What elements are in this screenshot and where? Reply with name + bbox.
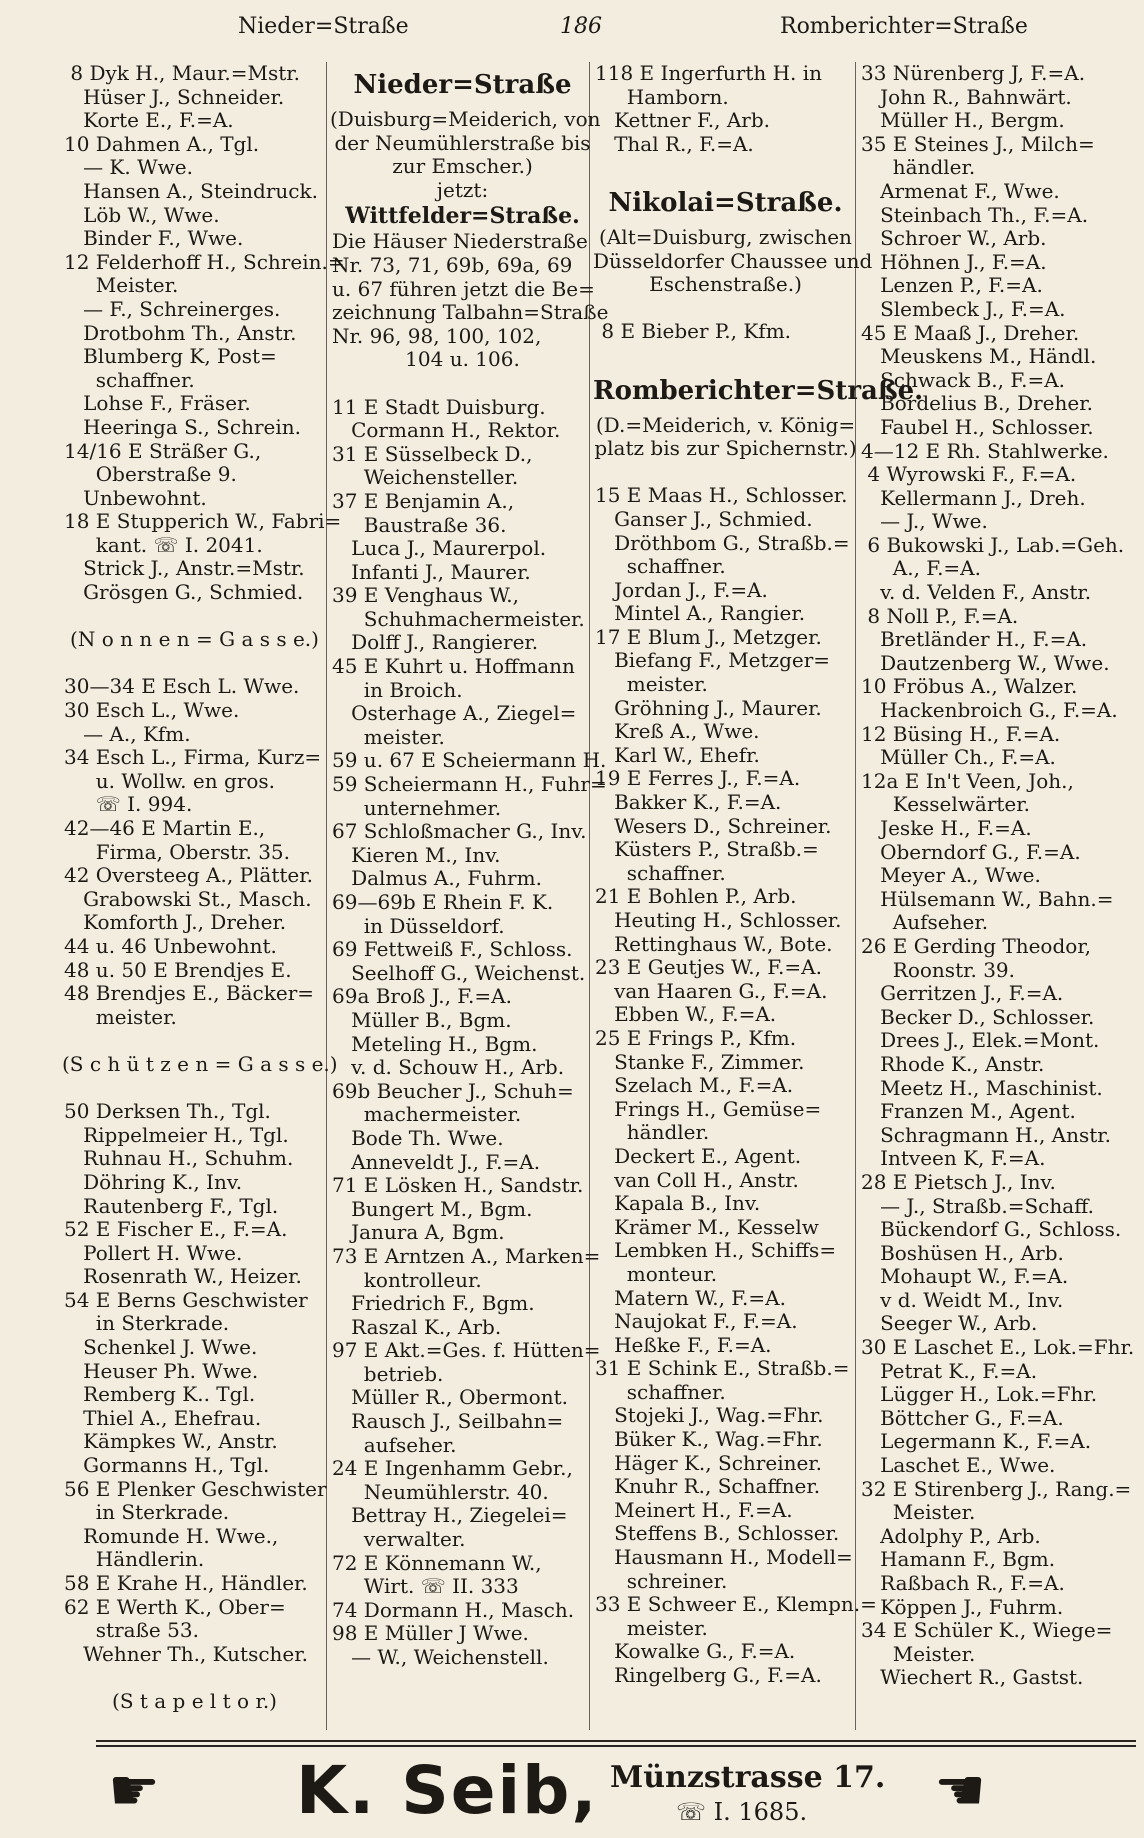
directory-entry: 25 E Frings P., Kfm. — [595, 1025, 797, 1050]
directory-entry: 67 Schloßmacher G., Inv. — [332, 819, 587, 844]
directory-entry: Meister. — [64, 273, 179, 298]
directory-entry: Kowalke G., F.=A. — [595, 1639, 796, 1664]
directory-entry: Jeske H., F.=A. — [861, 816, 1032, 840]
directory-entry: Raszal K., Arb. — [332, 1314, 502, 1339]
directory-entry: Schroer W., Arb. — [861, 226, 1047, 251]
directory-entry: Grösgen G., Schmied. — [64, 580, 304, 605]
directory-entry: Roonstr. 39. — [861, 957, 1015, 982]
directory-entry: meister. — [595, 672, 708, 697]
directory-entry — [62, 652, 327, 676]
directory-entry: Szelach M., F.=A. — [595, 1073, 794, 1098]
directory-entry: Remberg K.. Tgl. — [64, 1382, 256, 1407]
directory-entry: Hamann F., Bgm. — [861, 1547, 1056, 1572]
directory-entry: Ringelberg G., F.=A. — [595, 1663, 822, 1687]
directory-entry: (N o n n e n = G a s s e.) — [70, 627, 319, 652]
directory-entry: Ganser J., Schmied. — [595, 506, 813, 531]
directory-entry: Grabowski St., Masch. — [64, 886, 312, 911]
directory-entry: Korte E., F.=A. — [64, 108, 234, 133]
directory-entry: 69 Fettweiß F., Schloss. — [332, 937, 573, 962]
directory-entry: Infanti J., Maurer. — [332, 559, 531, 584]
advertisement — [0, 1752, 1144, 1838]
directory-entry: 98 E Müller J Wwe. — [332, 1621, 529, 1646]
directory-entry: Blumberg K, Post= — [64, 344, 277, 369]
directory-entry: 8 E Bieber P., Kfm. — [595, 319, 792, 344]
directory-entry: Frings H., Gemüse= — [595, 1096, 822, 1121]
directory-entry: schaffner. — [595, 860, 726, 885]
directory-entry: 104 u. 106. — [405, 347, 520, 372]
directory-entry: 48 u. 50 E Brendjes E. — [64, 957, 292, 982]
directory-entry: Meyer A., Wwe. — [861, 863, 1041, 888]
directory-entry — [62, 605, 327, 629]
directory-entry: Lohse F., Fräser. — [64, 391, 251, 416]
directory-entry: 33 Nürenberg J, F.=A. — [861, 61, 1086, 85]
directory-entry: Löb W., Wwe. — [64, 202, 220, 227]
directory-entry: schaffner. — [64, 367, 195, 392]
directory-entry: Naujokat F., F.=A. — [595, 1309, 798, 1334]
directory-entry: 59 u. 67 E Scheiermann H. — [332, 748, 607, 773]
directory-entry: 48 Brendjes E., Bäcker= — [64, 981, 315, 1006]
directory-entry: unternehmer. — [332, 795, 502, 820]
street-heading-nieder: Nieder=Straße — [353, 70, 572, 100]
directory-entry: Häger K., Schreiner. — [595, 1450, 823, 1475]
directory-entry: Lenzen P., F.=A. — [861, 273, 1043, 298]
directory-entry: Kreß A., Wwe. — [595, 719, 760, 744]
directory-entry: van Coll H., Anstr. — [595, 1167, 799, 1192]
directory-entry: — J., Straßb.=Schaff. — [861, 1193, 1095, 1218]
directory-entry: Schuhmachermeister. — [332, 606, 585, 631]
directory-entry: 69—69b E Rhein F. K. — [332, 890, 554, 914]
directory-entry: v d. Weidt M., Inv. — [861, 1287, 1064, 1312]
directory-entry: Cormann H., Rektor. — [332, 418, 561, 443]
directory-entry: — W., Weichenstell. — [332, 1645, 549, 1669]
directory-entry: machermeister. — [332, 1102, 522, 1127]
directory-entry — [593, 156, 858, 180]
directory-entry: Raßbach R., F.=A. — [861, 1571, 1065, 1595]
directory-entry: Büker K., Wag.=Fhr. — [595, 1427, 823, 1452]
directory-entry: betrieb. — [332, 1361, 444, 1386]
directory-entry: — F., Schreinerges. — [64, 296, 281, 321]
directory-entry: Gerritzen J., F.=A. — [861, 981, 1064, 1006]
directory-entry — [330, 372, 595, 396]
directory-entry: Deckert E., Agent. — [595, 1143, 802, 1168]
directory-entry: Ruhnau H., Schuhm. — [64, 1146, 294, 1171]
header-right-street: Romberichter=Straße — [780, 14, 1028, 39]
directory-entry: kant. ☏ I. 2041. — [64, 532, 263, 557]
directory-entry: 33 E Schweer E., Klempn.= — [595, 1592, 877, 1617]
directory-entry: Rhode K., Anstr. — [861, 1051, 1045, 1076]
directory-entry — [62, 1666, 327, 1690]
directory-entry: Kellermann J., Dreh. — [861, 485, 1086, 510]
directory-entry: Wirt. ☏ II. 333 — [332, 1574, 519, 1599]
directory-entry: schaffner. — [595, 1379, 726, 1404]
directory-entry: Oberstraße 9. — [64, 462, 237, 487]
directory-entry: Müller R., Obermont. — [332, 1385, 568, 1410]
directory-entry: Seeger W., Arb. — [861, 1311, 1038, 1336]
directory-entry: Krämer M., Kesselw — [595, 1214, 819, 1239]
directory-entry: Gröhning J., Maurer. — [595, 695, 822, 720]
directory-entry: (S t a p e l t o r.) — [112, 1688, 277, 1713]
directory-entry — [62, 1029, 327, 1053]
directory-entry: 34 E Schüler K., Wiege= — [861, 1618, 1113, 1643]
directory-entry: Müller H., Bergm. — [861, 108, 1065, 133]
directory-entry: v. d. Schouw H., Arb. — [332, 1055, 565, 1080]
directory-entry: Steinbach Th., F.=A. — [861, 202, 1089, 227]
directory-entry: der Neumühlerstraße bis — [334, 130, 591, 155]
directory-entry: 50 Derksen Th., Tgl. — [64, 1099, 271, 1124]
directory-entry: (S c h ü t z e n = G a s s e.) — [62, 1051, 338, 1076]
directory-entry: 52 E Fischer E., F.=A. — [64, 1217, 288, 1242]
directory-entry: 97 E Akt.=Ges. f. Hütten= — [332, 1338, 601, 1363]
directory-entry: Bode Th. Wwe. — [332, 1125, 504, 1150]
directory-entry: Küsters P., Straßb.= — [595, 837, 819, 862]
directory-entry: 37 E Benjamin A., — [332, 488, 515, 513]
directory-entry — [593, 297, 858, 321]
header-left-street: Nieder=Straße — [238, 14, 409, 39]
directory-entry: Meuskens M., Händl. — [861, 344, 1097, 369]
directory-entry: Firma, Oberstr. 35. — [64, 839, 291, 864]
directory-entry: Meister. — [861, 1500, 976, 1525]
directory-entry: Meetz H., Maschinist. — [861, 1075, 1103, 1100]
directory-entry: jetzt: — [436, 177, 489, 202]
page-header — [0, 14, 1144, 48]
directory-entry: 39 E Venghaus W., — [332, 583, 519, 608]
directory-entry: 31 E Süsselbeck D., — [332, 441, 533, 466]
directory-entry: Karl W., Ehefr. — [595, 742, 760, 767]
directory-entry: Mintel A., Rangier. — [595, 601, 806, 626]
directory-entry: u. Wollw. en gros. — [64, 768, 275, 793]
directory-entry: Meinert H., F.=A. — [595, 1497, 793, 1522]
directory-entry: (D.=Meiderich, v. König= — [595, 412, 856, 437]
directory-entry: 12 Felderhoff H., Schrein.= — [64, 249, 345, 274]
directory-entry: Becker D., Schlosser. — [861, 1004, 1095, 1029]
directory-entry: Franzen M., Agent. — [861, 1099, 1076, 1124]
street-heading: Nikolai=Straße. — [608, 187, 843, 218]
column-2-entries — [330, 107, 609, 1670]
directory-entry: 74 Dormann H., Masch. — [332, 1597, 575, 1622]
directory-entry: u. 67 führen jetzt die Be= — [332, 276, 595, 301]
directory-entry: meister. — [332, 724, 445, 749]
directory-entry: Drotbohm Th., Anstr. — [64, 320, 297, 345]
directory-entry: Armenat F., Wwe. — [861, 178, 1060, 203]
directory-entry: Nr. 96, 98, 100, 102, — [332, 323, 542, 348]
directory-entry: 73 E Arntzen A., Marken= — [332, 1243, 601, 1268]
directory-entry: Anneveldt J., F.=A. — [332, 1149, 541, 1174]
directory-entry: 58 E Krahe H., Händler. — [64, 1571, 308, 1595]
directory-entry: Schwack B., F.=A. — [861, 367, 1066, 392]
directory-entry: Osterhage A., Ziegel= — [332, 701, 577, 726]
directory-entry: 6 Bukowski J., Lab.=Geh. — [861, 532, 1125, 557]
directory-entry: Köppen J., Fuhrm. — [861, 1594, 1064, 1619]
directory-entry: 44 u. 46 Unbewohnt. — [64, 933, 277, 958]
directory-entry: 11 E Stadt Duisburg. — [332, 394, 546, 419]
directory-entry: Heßke F., F.=A. — [595, 1332, 772, 1357]
directory-entry: meister. — [64, 1004, 177, 1029]
directory-entry: händler. — [595, 1120, 710, 1145]
directory-entry: Gormanns H., Tgl. — [64, 1453, 270, 1478]
directory-entry: Adolphy P., Arb. — [861, 1523, 1041, 1548]
directory-entry: Rippelmeier H., Tgl. — [64, 1122, 289, 1147]
directory-entry: (Duisburg=Meiderich, von — [330, 107, 601, 131]
directory-entry: Wehner Th., Kutscher. — [64, 1641, 308, 1666]
directory-entry: Faubel H., Schlosser. — [861, 414, 1094, 439]
directory-entry: Petrat K., F.=A. — [861, 1358, 1038, 1383]
directory-entry: v. d. Velden F., Anstr. — [861, 580, 1092, 605]
directory-entry: 17 E Blum J., Metzger. — [595, 624, 822, 649]
directory-entry — [593, 461, 858, 485]
directory-entry: Nr. 73, 71, 69b, 69a, 69 — [332, 252, 573, 277]
directory-entry: Eschenstraße.) — [649, 272, 802, 297]
directory-entry — [62, 1077, 327, 1101]
directory-entry: Kapala B., Inv. — [595, 1191, 761, 1216]
directory-entry: 28 E Pietsch J., Inv. — [861, 1169, 1056, 1194]
directory-entry: Hüser J., Schneider. — [64, 84, 285, 109]
directory-entry: 15 E Maas H., Schlosser. — [595, 483, 848, 508]
directory-entry: Böttcher G., F.=A. — [861, 1405, 1064, 1430]
directory-entry: 118 E Ingerfurth H. in — [595, 61, 823, 85]
directory-entry: Kesselwärter. — [861, 792, 1030, 817]
pointing-hand-icon: ☚ — [934, 1756, 986, 1824]
directory-entry: Unbewohnt. — [64, 485, 207, 510]
directory-entry: Schragmann H., Anstr. — [861, 1122, 1112, 1147]
directory-entry: Düsseldorfer Chaussee und — [593, 248, 873, 273]
directory-entry: Meister. — [861, 1641, 976, 1666]
directory-entry: 59 Scheiermann H., Fuhr= — [332, 772, 607, 797]
directory-entry: — J., Wwe. — [861, 509, 988, 534]
directory-entry: Lembken H., Schiffs= — [595, 1238, 837, 1263]
directory-entry: 12a E In't Veen, Joh., — [861, 768, 1074, 793]
directory-entry: in Broich. — [332, 677, 463, 702]
directory-entry: Mohaupt W., F.=A. — [861, 1264, 1069, 1289]
directory-entry — [593, 344, 858, 368]
directory-entry: 10 Dahmen A., Tgl. — [64, 131, 260, 156]
directory-entry: 69b Beucher J., Schuh= — [332, 1078, 574, 1103]
directory-entry: 21 E Bohlen P., Arb. — [595, 884, 797, 909]
directory-entry: Thal R., F.=A. — [595, 131, 754, 156]
directory-entry: Schenkel J. Wwe. — [64, 1335, 258, 1360]
directory-entry: straße 53. — [64, 1618, 199, 1643]
directory-entry: Die Häuser Niederstraße — [332, 229, 588, 254]
directory-entry: Bungert M., Bgm. — [332, 1196, 533, 1221]
directory-entry: 42—46 E Martin E., — [64, 816, 266, 840]
directory-entry: Bückendorf G., Schloss. — [861, 1217, 1122, 1242]
directory-entry: Strick J., Anstr.=Mstr. — [64, 556, 305, 581]
directory-entry: 54 E Berns Geschwister — [64, 1287, 308, 1312]
directory-entry: aufseher. — [332, 1432, 457, 1457]
directory-entry: 56 E Plenker Geschwister — [64, 1476, 327, 1501]
directory-columns — [62, 61, 1135, 1730]
directory-entry: kontrolleur. — [332, 1267, 482, 1292]
directory-entry: händler. — [861, 155, 976, 180]
directory-entry: Pollert H. Wwe. — [64, 1240, 243, 1265]
directory-entry: Luca J., Maurerpol. — [332, 536, 547, 561]
directory-entry: 24 E Ingenhamm Gebr., — [332, 1456, 573, 1481]
directory-entry: Hackenbroich G., F.=A. — [861, 698, 1118, 723]
directory-entry: Knuhr R., Schaffner. — [595, 1474, 821, 1499]
directory-entry: 45 E Kuhrt u. Hoffmann — [332, 654, 575, 679]
directory-entry: platz bis zur Spichernstr.) — [594, 436, 857, 461]
pointing-hand-icon: ☛ — [108, 1756, 160, 1824]
directory-entry: 30 Esch L., Wwe. — [64, 698, 240, 723]
directory-entry: Laschet E., Wwe. — [861, 1453, 1056, 1478]
directory-entry: in Düsseldorf. — [332, 913, 505, 938]
directory-entry: 72 E Könnemann W., — [332, 1550, 542, 1575]
directory-entry: A., F.=A. — [861, 556, 981, 581]
directory-entry: — A., Kfm. — [64, 721, 191, 746]
directory-entry: Binder F., Wwe. — [64, 226, 244, 251]
directory-entry: Jordan J., F.=A. — [595, 577, 768, 602]
directory-entry: Matern W., F.=A. — [595, 1285, 786, 1310]
directory-entry: Höhnen J., F.=A. — [861, 249, 1047, 274]
directory-entry: 31 E Schink E., Straßb.= — [595, 1356, 850, 1381]
directory-entry: verwalter. — [332, 1527, 466, 1552]
directory-entry: Boshüsen H., Arb. — [861, 1240, 1064, 1265]
directory-entry: 19 E Ferres J., F.=A. — [595, 766, 801, 791]
directory-entry: Meteling H., Bgm. — [332, 1031, 538, 1056]
directory-entry: Rettinghaus W., Bote. — [595, 931, 833, 956]
directory-entry: schreiner. — [595, 1568, 728, 1593]
column-4 — [859, 61, 1135, 1730]
directory-entry: Hamborn. — [595, 84, 729, 109]
directory-entry: 14/16 E Sträßer G., — [64, 438, 262, 463]
directory-entry: Kettner F., Arb. — [595, 108, 771, 133]
directory-entry: (Alt=Duisburg, zwischen — [599, 224, 852, 249]
directory-entry: Romunde H. Wwe., — [64, 1523, 279, 1548]
directory-entry: van Haaren G., F.=A. — [595, 978, 828, 1003]
directory-entry: 42 Oversteeg A., Plätter. — [64, 863, 313, 888]
ad-company-name: K. Seib, — [296, 1752, 599, 1829]
directory-entry: 32 E Stirenberg J., Rang.= — [861, 1476, 1132, 1501]
ad-separator-top — [96, 1740, 1136, 1742]
ad-address: Münzstrasse 17. — [610, 1760, 886, 1795]
directory-entry: ☏ I. 994. — [64, 792, 193, 817]
directory-entry: Seelhoff G., Weichenst. — [332, 960, 586, 985]
directory-entry: 45 E Maaß J., Dreher. — [861, 320, 1080, 345]
directory-entry: 35 E Steines J., Milch= — [861, 131, 1095, 156]
directory-entry: 26 E Gerding Theodor, — [861, 933, 1092, 958]
street-heading: Romberichter=Straße. — [593, 375, 924, 406]
directory-entry: Rautenberg F., Tgl. — [64, 1193, 279, 1218]
directory-entry: 23 E Geutjes W., F.=A. — [595, 955, 822, 980]
directory-entry: Steffens B., Schlosser. — [595, 1521, 840, 1546]
directory-entry: Heeringa S., Schrein. — [64, 414, 301, 439]
directory-entry: 34 Esch L., Firma, Kurz= — [64, 745, 322, 770]
directory-entry: Dautzenberg W., Wwe. — [861, 650, 1110, 675]
directory-entry: 12 Büsing H., F.=A. — [861, 721, 1061, 746]
directory-entry: Heuser Ph. Wwe. — [64, 1358, 259, 1383]
directory-entry: Stanke F., Zimmer. — [595, 1049, 805, 1074]
directory-entry: Rausch J., Seilbahn= — [332, 1409, 564, 1434]
directory-entry: 30 E Laschet E., Lok.=Fhr. — [861, 1335, 1135, 1360]
directory-entry: Lügger H., Lok.=Fhr. — [861, 1382, 1098, 1407]
directory-entry: 30—34 E Esch L. Wwe. — [64, 674, 300, 699]
directory-entry: Janura A, Bgm. — [332, 1220, 505, 1245]
directory-entry: Drees J., Elek.=Mont. — [861, 1028, 1100, 1053]
directory-entry: — K. Wwe. — [64, 155, 193, 180]
directory-entry: Hansen A., Steindruck. — [64, 178, 318, 203]
street-heading: Wittfelder=Straße. — [345, 203, 580, 230]
directory-entry: Kämpkes W., Anstr. — [64, 1429, 278, 1454]
directory-entry: Bettray H., Ziegelei= — [332, 1503, 568, 1528]
directory-entry: in Sterkrade. — [64, 1500, 230, 1525]
directory-entry: Intveen K, F.=A. — [861, 1146, 1046, 1171]
directory-entry: zur Emscher.) — [392, 154, 533, 179]
directory-entry: Weichensteller. — [332, 465, 519, 490]
column-2 — [330, 62, 609, 1730]
directory-entry: 69a Broß J., F.=A. — [332, 984, 512, 1009]
directory-entry: 71 E Lösken H., Sandstr. — [332, 1173, 584, 1198]
column-1 — [62, 61, 345, 1730]
ad-phone: ☏ I. 1685. — [676, 1798, 808, 1826]
directory-entry: Biefang F., Metzger= — [595, 648, 831, 673]
directory-entry: Wiechert R., Gastst. — [861, 1665, 1084, 1690]
page-number: 186 — [560, 14, 602, 39]
directory-entry: zeichnung Talbahn=Straße — [332, 300, 609, 325]
directory-entry: 18 E Stupperich W., Fabri= — [64, 509, 342, 534]
directory-entry: Friedrich F., Bgm. — [332, 1291, 535, 1316]
directory-entry: in Sterkrade. — [64, 1311, 230, 1336]
directory-entry: Dalmus A., Fuhrm. — [332, 866, 542, 891]
directory-entry: Müller Ch., F.=A. — [861, 745, 1056, 770]
directory-entry: Aufseher. — [861, 910, 989, 935]
directory-entry: Bretländer H., F.=A. — [861, 627, 1088, 652]
directory-entry: Baustraße 36. — [332, 512, 507, 537]
directory-entry: monteur. — [595, 1261, 718, 1286]
directory-entry: Ebben W., F.=A. — [595, 1002, 777, 1027]
directory-entry: 4 Wyrowski F., F.=A. — [861, 462, 1077, 487]
directory-entry: Dolff J., Rangierer. — [332, 630, 539, 655]
directory-entry: 62 E Werth K., Ober= — [64, 1594, 286, 1619]
directory-entry: Thiel A., Ehefrau. — [64, 1405, 262, 1430]
directory-entry: Müller B., Bgm. — [332, 1007, 512, 1032]
ad-separator-bottom — [96, 1745, 1136, 1747]
directory-entry: Komforth J., Dreher. — [64, 910, 287, 935]
directory-entry: Slembeck J., F.=A. — [861, 296, 1066, 321]
directory-entry: Oberndorf G., F.=A. — [861, 839, 1081, 864]
directory-entry: Stojeki J., Wag.=Fhr. — [595, 1403, 824, 1428]
directory-entry: 8 Dyk H., Maur.=Mstr. — [64, 61, 301, 85]
directory-entry: Döhring K., Inv. — [64, 1169, 243, 1194]
directory-entry: Bordelius B., Dreher. — [861, 391, 1093, 416]
directory-entry: John R., Bahnwärt. — [861, 84, 1072, 109]
directory-entry: 4—12 E Rh. Stahlwerke. — [861, 438, 1109, 463]
directory-entry: Wesers D., Schreiner. — [595, 813, 832, 838]
directory-entry: Hausmann H., Modell= — [595, 1545, 853, 1570]
directory-entry: Hülsemann W., Bahn.= — [861, 886, 1114, 911]
directory-entry: meister. — [595, 1615, 708, 1640]
directory-entry: Rosenrath W., Heizer. — [64, 1264, 302, 1289]
directory-entry: Bakker K., F.=A. — [595, 790, 782, 815]
directory-entry: Dröthbom G., Straßb.= — [595, 530, 850, 555]
directory-entry: Heuting H., Schlosser. — [595, 908, 842, 932]
directory-entry: schaffner. — [595, 554, 726, 579]
directory-entry: 8 Noll P., F.=A. — [861, 603, 1019, 628]
directory-entry: 10 Fröbus A., Walzer. — [861, 674, 1078, 699]
directory-entry: Händlerin. — [64, 1547, 205, 1572]
directory-entry: Neumühlerstr. 40. — [332, 1479, 549, 1504]
directory-entry: Legermann K., F.=A. — [861, 1429, 1092, 1454]
directory-entry: Kieren M., Inv. — [332, 842, 501, 867]
